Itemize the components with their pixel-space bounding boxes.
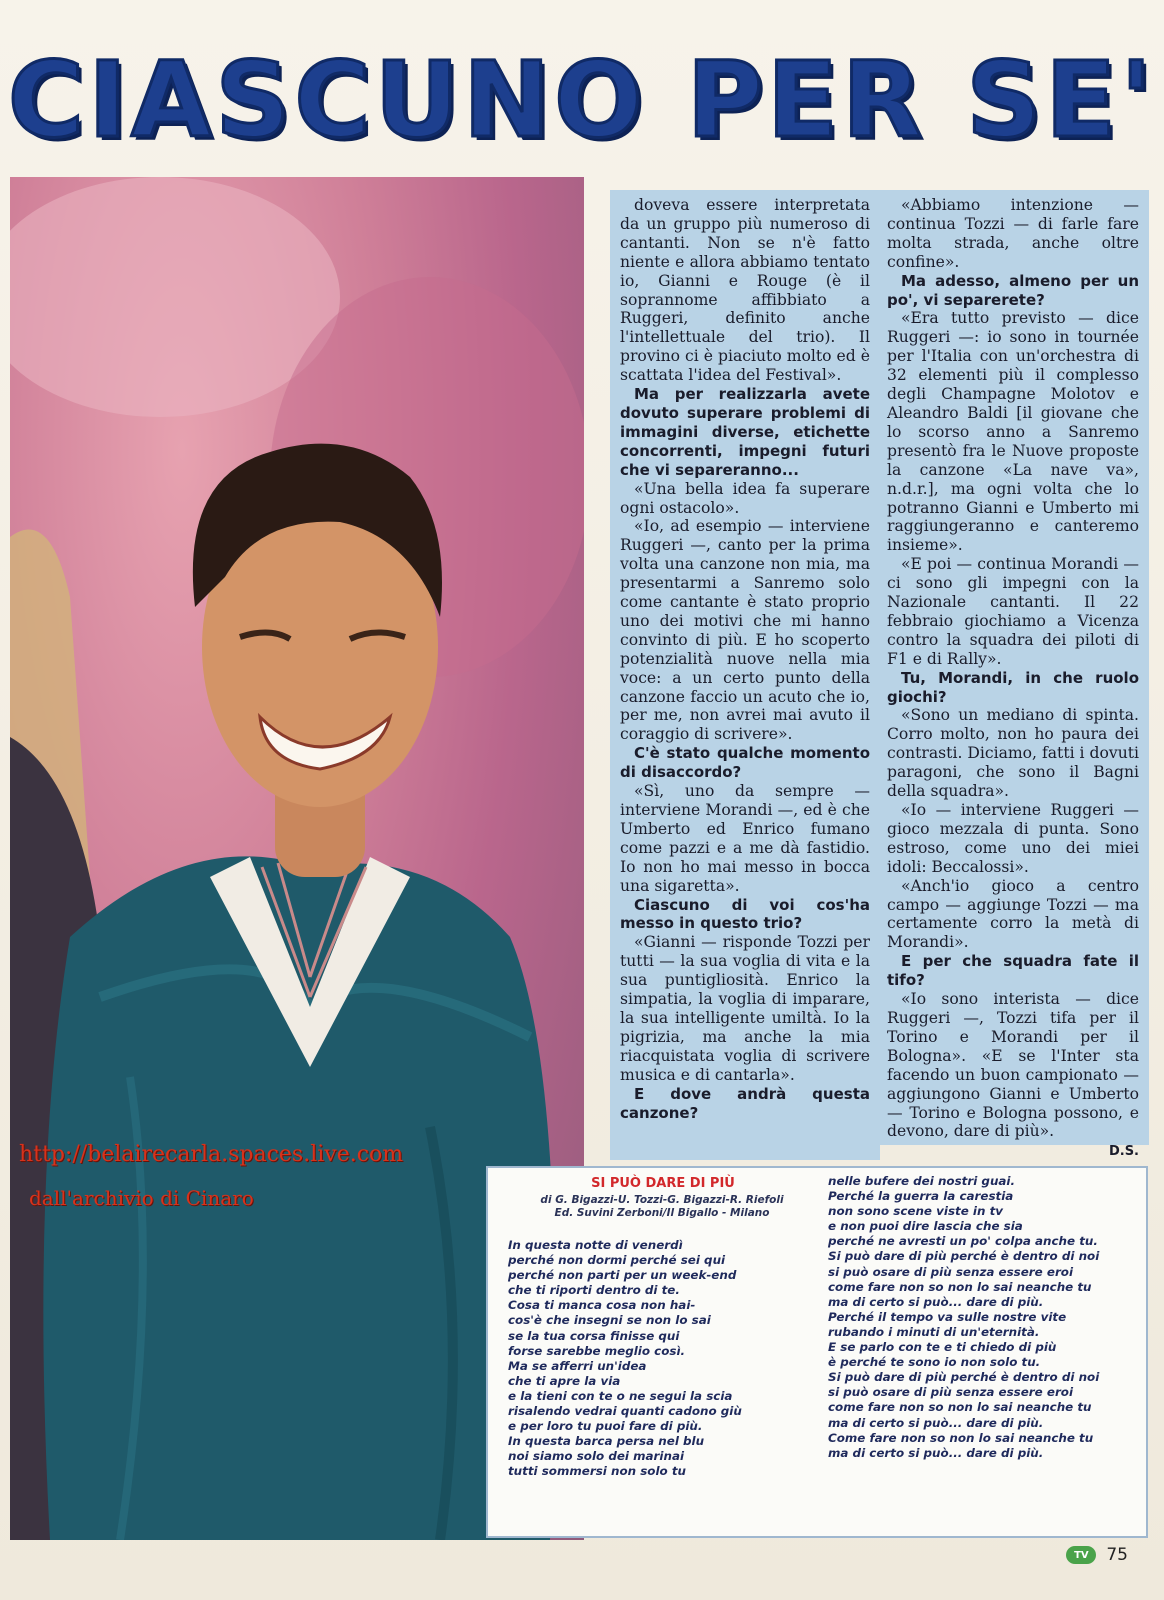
- lyric-line: In questa notte di venerdì: [508, 1238, 683, 1252]
- article-column-1: [610, 190, 880, 1160]
- interview-question: E dove andrà questa canzone?: [620, 1084, 870, 1122]
- article-column-2: [877, 190, 1149, 1160]
- lyric-line: perché non dormi perché sei qui: [508, 1253, 726, 1268]
- interview-question: Ma per realizzarla avete dovuto superare problemi di immagini diverse, etichette concorrenti, impegni futuri che vi separeranno...: [620, 385, 870, 479]
- lyric-line: che ti apre la via: [508, 1373, 621, 1388]
- lyric-line: forse sarebbe meglio così.: [508, 1343, 686, 1358]
- lyric-line: noi siamo solo dei marinai: [508, 1449, 685, 1464]
- paragraph: «Abbiamo intenzione — continua Tozzi — di farle fare molta strada, anche oltre confine».: [887, 196, 1139, 271]
- interview-question: Tu, Morandi, in che ruolo giochi?: [887, 668, 1139, 706]
- lyric-line: e la tieni con te o ne segui la scia: [508, 1388, 733, 1403]
- interview-question: Ciascuno di voi cos'ha messo in questo trio?: [620, 895, 870, 933]
- article-title: CIASCUNO PER SE': [7, 39, 1157, 161]
- lyric-line: nelle bufere dei nostri guai.: [828, 1174, 1016, 1188]
- interview-question: E per che squadra fate il tifo?: [887, 952, 1139, 990]
- song-title: SI PUÒ DARE DI PIÙ: [591, 1176, 735, 1191]
- paragraph: «Anch'io gioco a centro campo — aggiunge Tozzi — ma certamente corro la metà di Morandi».: [887, 876, 1139, 952]
- lyric-line: se la tua corsa finisse qui: [508, 1328, 680, 1343]
- paragraph: «Gianni — risponde Tozzi per tutti — la sua voglia di vita e la sua puntigliosità. Enrico la simpatia, la voglia di imparare, la sua intelligente umiltà. Io la pigrizia, ma anche la mia riacquistata voglia di scrivere musica e di cantarla».: [620, 933, 870, 1084]
- lyric-line: rubando i minuti di un'eternità.: [828, 1324, 1040, 1339]
- lyric-line: risalendo vedrai quanti cadono giù: [508, 1404, 742, 1419]
- lyric-line: perché non parti per un week-end: [508, 1268, 737, 1283]
- lyric-line: si può osare di più senza essere eroi: [828, 1385, 1074, 1400]
- lyric-line: tutti sommersi non solo tu: [508, 1464, 686, 1479]
- lyric-line: come fare non so non lo sai neanche tu: [828, 1400, 1092, 1415]
- lyric-line: Si può dare di più perché è dentro di noi: [828, 1249, 1100, 1264]
- author-signature: D.S.: [1108, 1144, 1139, 1160]
- lyric-line: Perché il tempo va sulle nostre vite: [828, 1309, 1067, 1324]
- lyric-line: Perché la guerra la carestia: [828, 1189, 1014, 1204]
- lyric-line: ma di certo si può... dare di più.: [828, 1415, 1044, 1430]
- paragraph: «Era tutto previsto — dice Ruggeri —: io sono in tournée per l'Italia con un'orchestra di 32 elementi più il complesso degli Champagne Molotov e Aleandro Baldi [il giovane che lo scorso anno a Sanremo presentò fra le Nuove proposte la canzone «La nave va», n.d.r.], ma ogni volta che lo potranno Gianni e Umberto mi raggiungeranno e canteremo insieme».: [887, 309, 1139, 555]
- lyrics-column-left: [508, 1238, 742, 1480]
- song-authors: di G. Bigazzi-U. Tozzi-G. Bigazzi-R. Riefoli: [540, 1194, 784, 1206]
- lyric-line: e per loro tu puoi fare di più.: [508, 1419, 703, 1434]
- paragraph: «Una bella idea fa superare ogni ostacolo».: [620, 479, 870, 517]
- paragraph: «Io sono interista — dice Ruggeri —, Tozzi tifa per il Torino e Morandi per il Bologna». «E se l'Inter sta facendo un buon campionato — aggiungono Gianni e Umberto — Torino e Bologna possono, e devono, dare di più».: [887, 990, 1139, 1141]
- paragraph: «Sì, uno da sempre — interviene Morandi —, ed è che Umberto ed Enrico fumano come pazzi e a me dà fastidio. Io non ho mai messo in bocca una sigaretta».: [620, 782, 870, 895]
- paragraph: «Io, ad esempio — interviene Ruggeri —, canto per la prima volta una canzone non mia, ma presentarmi a Sanremo solo come cantante è stato proprio uno dei motivi che mi hanno convinto di più. E ho scoperto potenzialità nuove nella mia voce: a un certo punto della canzone faccio un acuto che io, per me, non avrei mai avuto il coraggio di scrivere».: [620, 517, 870, 744]
- watermark-archive: dall'archivio di Cinaro: [29, 1186, 254, 1210]
- lyric-line: Ma se afferri un'idea: [508, 1358, 647, 1373]
- lyric-line: si può osare di più senza essere eroi: [828, 1264, 1074, 1279]
- interview-question: Ma adesso, almeno per un po', vi separerete?: [887, 271, 1139, 309]
- lyric-line: Cosa ti manca cosa non hai-: [508, 1298, 696, 1313]
- lyric-line: E se parlo con te e ti chiedo di più: [828, 1340, 1057, 1355]
- paragraph: doveva essere interpretata da un gruppo più numeroso di cantanti. Non se n'è fatto niente e allora abbiamo tentato io, Gianni e Rouge (è il soprannome affibbiato a Ruggeri, definito anche l'intellettuale del trio). Il provino ci è piaciuto molto ed è scattata l'idea del Festival».: [620, 196, 870, 385]
- watermark-url: http://belairecarla.spaces.live.com: [19, 1142, 404, 1167]
- lyrics-column-right: [828, 1174, 1099, 1461]
- tv-logo-icon: TV: [1066, 1546, 1096, 1564]
- lyric-line: Come fare non so non lo sai neanche tu: [828, 1430, 1094, 1445]
- lyric-line: e non puoi dire lascia che sia: [828, 1219, 1023, 1234]
- page-footer: [1066, 1545, 1128, 1565]
- paragraph: «E poi — continua Morandi — ci sono gli impegni con la Nazionale cantanti. Il 22 febbraio giochiamo a Vicenza contro la squadra dei piloti di F1 e di Rally».: [887, 555, 1139, 668]
- lyric-line: cos'è che insegni se non lo sai: [508, 1313, 711, 1328]
- lyric-line: ma di certo si può... dare di più.: [828, 1294, 1044, 1309]
- lyric-line: come fare non so non lo sai neanche tu: [828, 1279, 1092, 1294]
- paragraph: «Io — interviene Ruggeri — gioco mezzala di punta. Sono estroso, come uno dei miei idoli: Beccalossi».: [887, 801, 1139, 876]
- song-credits: [524, 1194, 800, 1220]
- song-publisher: Ed. Suvini Zerboni/Il Bigallo - Milano: [554, 1207, 770, 1219]
- lyric-line: perché ne avresti un po' colpa anche tu.: [828, 1234, 1098, 1249]
- lyric-line: che ti riporti dentro di te.: [508, 1283, 680, 1298]
- lyric-line: ma di certo si può... dare di più.: [828, 1445, 1044, 1460]
- lyric-line: In questa barca persa nel blu: [508, 1434, 705, 1449]
- page-number: 75: [1106, 1545, 1128, 1565]
- lyric-line: non sono scene viste in tv: [828, 1204, 1004, 1219]
- paragraph: «Sono un mediano di spinta. Corro molto, non ho paura dei contrasti. Diciamo, fatti i dovuti paragoni, che sono il Bagni della squadra».: [887, 706, 1139, 801]
- lyric-line: è perché te sono io non solo tu.: [828, 1355, 1041, 1370]
- lyrics-box: [486, 1166, 1148, 1538]
- lyric-line: Si può dare di più perché è dentro di noi: [828, 1370, 1100, 1385]
- interview-question: C'è stato qualche momento di disaccordo?: [620, 744, 870, 782]
